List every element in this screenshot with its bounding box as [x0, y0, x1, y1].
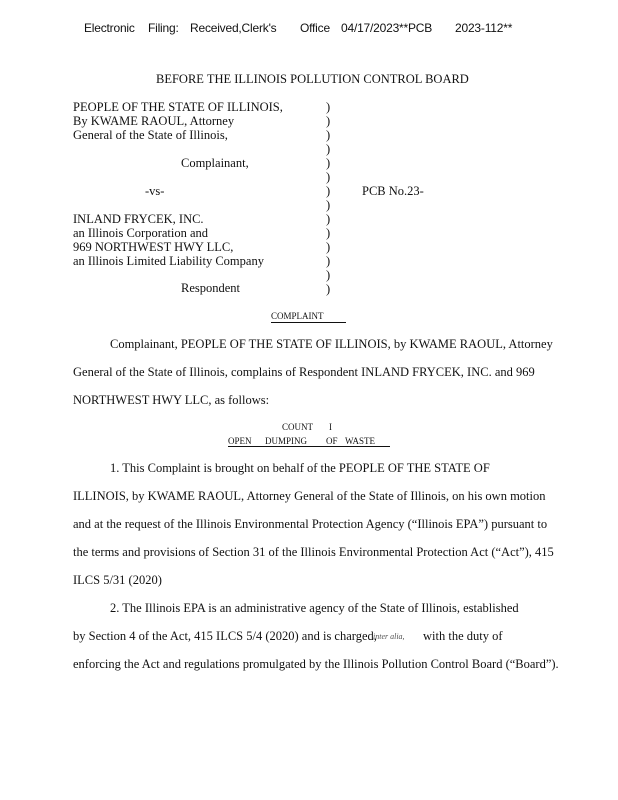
paragraph-1-line-4: the terms and provisions of Section 31 of the Illinois Environmental Protection Act (“Act”), 415: [73, 545, 554, 559]
bracket: ): [326, 268, 331, 282]
count-number: I: [329, 422, 332, 432]
bracket: ): [326, 156, 331, 170]
bracket: ): [326, 212, 331, 226]
stamp-received: Received,Clerk's: [190, 21, 277, 35]
caption-party-line-3: General of the State of Illinois,: [73, 128, 228, 142]
bracket: ): [326, 114, 331, 128]
stamp-filing: Filing:: [148, 21, 179, 35]
paragraph-1-line-5: ILCS 5/31 (2020): [73, 573, 162, 587]
bracket: ): [326, 142, 331, 156]
bracket: ): [326, 184, 331, 198]
paragraph-2-line-1: 2. The Illinois EPA is an administrative agency of the State of Illinois, established: [110, 601, 519, 615]
count-title-word-4: WASTE: [345, 436, 375, 446]
bracket: ): [326, 170, 331, 184]
stamp-electronic: Electronic: [84, 21, 135, 35]
bracket: ): [326, 254, 331, 268]
count-title-word-2: DUMPING: [265, 436, 308, 446]
count-heading-underline: [228, 446, 390, 447]
caption-complainant: Complainant,: [181, 156, 249, 170]
bracket: ): [326, 226, 331, 240]
count-title-word-3: OF: [326, 436, 338, 446]
paragraph-2-line-2-end: with the duty of: [423, 629, 503, 643]
paragraph-1-line-2: ILLINOIS, by KWAME RAOUL, Attorney General of the State of Illinois, on his own motion: [73, 489, 546, 503]
paragraph-1-line-1: 1. This Complaint is brought on behalf of the PEOPLE OF THE STATE OF: [110, 461, 490, 475]
intro-line-2: General of the State of Illinois, complains of Respondent INLAND FRYCEK, INC. and 969: [73, 365, 535, 379]
board-title: BEFORE THE ILLINOIS POLLUTION CONTROL BOARD: [156, 72, 469, 86]
complaint-heading-underline: [271, 322, 346, 323]
paragraph-2-line-3: enforcing the Act and regulations promulgated by the Illinois Pollution Control Board (“Board”).: [73, 657, 559, 671]
bracket: ): [326, 100, 331, 114]
caption-respondent-line-1: INLAND FRYCEK, INC.: [73, 212, 204, 226]
stamp-office: Office: [300, 21, 330, 35]
intro-line-1: Complainant, PEOPLE OF THE STATE OF ILLINOIS, by KWAME RAOUL, Attorney: [110, 337, 553, 351]
caption-versus: -vs-: [145, 184, 165, 198]
bracket: ): [326, 282, 331, 296]
paragraph-2-inter-alia: inter alia,: [373, 632, 405, 641]
stamp-case: 2023-112**: [455, 21, 513, 35]
paragraph-1-line-3: and at the request of the Illinois Environmental Protection Agency (“Illinois EPA”) pursuant to: [73, 517, 548, 531]
count-label: COUNT: [282, 422, 313, 432]
count-title-word-1: OPEN: [228, 436, 252, 446]
bracket: ): [326, 240, 331, 254]
paragraph-2-line-2: by Section 4 of the Act, 415 ILCS 5/4 (2020) and is charged,: [73, 629, 377, 643]
caption-party-line-1: PEOPLE OF THE STATE OF ILLINOIS,: [73, 100, 283, 114]
caption-respondent-line-4: an Illinois Limited Liability Company: [73, 254, 264, 268]
caption-respondent-line-3: 969 NORTHWEST HWY LLC,: [73, 240, 234, 254]
complaint-heading: COMPLAINT: [271, 311, 324, 321]
caption-respondent-line-2: an Illinois Corporation and: [73, 226, 209, 240]
bracket: ): [326, 198, 331, 212]
caption-respondent-label: Respondent: [181, 281, 241, 295]
caption-party-line-2: By KWAME RAOUL, Attorney: [73, 114, 235, 128]
case-number: PCB No.23-: [362, 184, 424, 198]
stamp-date: 04/17/2023**PCB: [341, 21, 433, 35]
bracket: ): [326, 128, 331, 142]
intro-line-3: NORTHWEST HWY LLC, as follows:: [73, 393, 270, 407]
